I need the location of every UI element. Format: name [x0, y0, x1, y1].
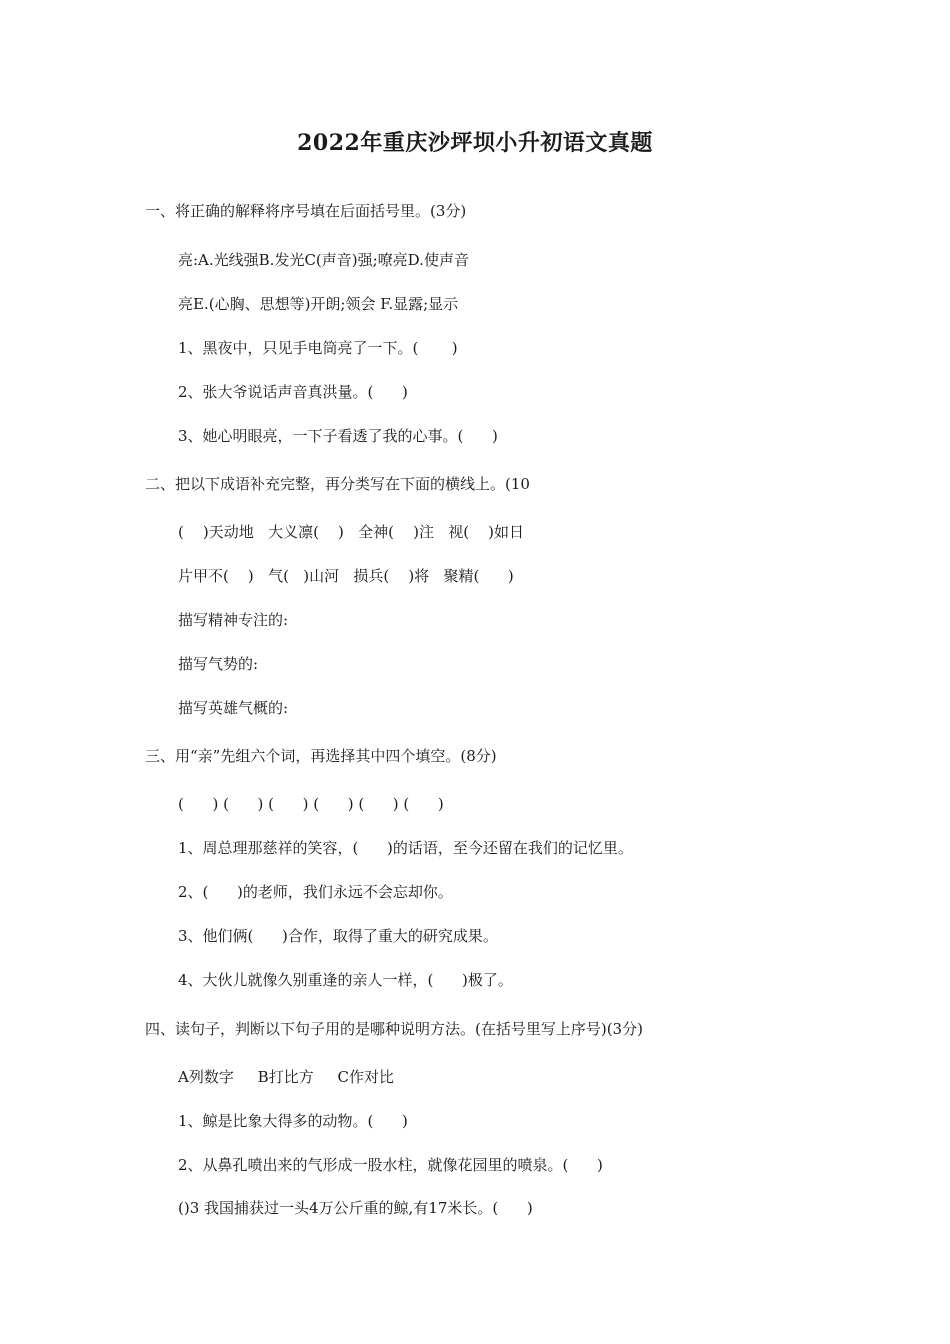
section-3-heading: 三、用“亲”先组六个词，再选择其中四个填空。(8分) — [145, 747, 497, 765]
page-title: 2022年重庆沙坪坝小升初语文真题 — [297, 130, 653, 156]
section-3-item: 3、他们俩( )合作，取得了重大的研究成果。 — [178, 927, 498, 945]
section-3-item: 2、( )的老师，我们永远不会忘却你。 — [178, 883, 453, 901]
section-4-item: 1、鲸是比象大得多的动物。( ) — [178, 1112, 408, 1130]
section-1-item: 1、黑夜中，只见手电筒亮了一下。( ) — [178, 339, 458, 357]
section-3-item: 1、周总理那慈祥的笑容，( )的话语，至今还留在我们的记忆里。 — [178, 839, 633, 857]
section-2-category: 描写气势的: — [178, 655, 259, 673]
section-2-category: 描写英雄气概的: — [178, 699, 289, 717]
section-1-options-line-2: 亮E.(心胸、思想等)开朗;领会 F.显露;显示 — [178, 295, 459, 313]
section-1-item: 2、张大爷说话声音真洪量。( ) — [178, 383, 408, 401]
section-2-heading: 二、把以下成语补充完整，再分类写在下面的横线上。(10 — [145, 475, 530, 493]
section-2-category: 描写精神专注的: — [178, 611, 289, 629]
section-4-heading: 四、读句子，判断以下句子用的是哪种说明方法。(在括号里写上序号)(3分) — [145, 1020, 643, 1038]
section-4-item: 2、从鼻孔喷出来的气形成一股水柱，就像花园里的喷泉。( ) — [178, 1156, 603, 1174]
section-3-item: 4、大伙儿就像久别重逢的亲人一样，( )极了。 — [178, 971, 513, 989]
section-2-idioms-line-2: 片甲不( ) 气( )山河 损兵( )将 聚精( ) — [178, 567, 514, 585]
section-2-idioms-line-1: ( )天动地 大义凛( ) 全神( )注 视( )如日 — [178, 523, 525, 541]
section-3-blanks: ( ) ( ) ( ) ( ) ( ) ( ) — [178, 795, 444, 813]
section-1-heading: 一、将正确的解释将序号填在后面括号里。(3分) — [145, 202, 467, 220]
section-4-options: A列数字 B打比方 C作对比 — [178, 1068, 395, 1086]
section-1-options-line-1: 亮:A.光线强B.发光C(声音)强;嘹亮D.使声音 — [178, 251, 469, 269]
section-4-item: ()3 我国捕获过一头4万公斤重的鲸,有17米长。( ) — [178, 1199, 533, 1217]
section-1-item: 3、她心明眼亮，一下子看透了我的心事。( ) — [178, 427, 498, 445]
